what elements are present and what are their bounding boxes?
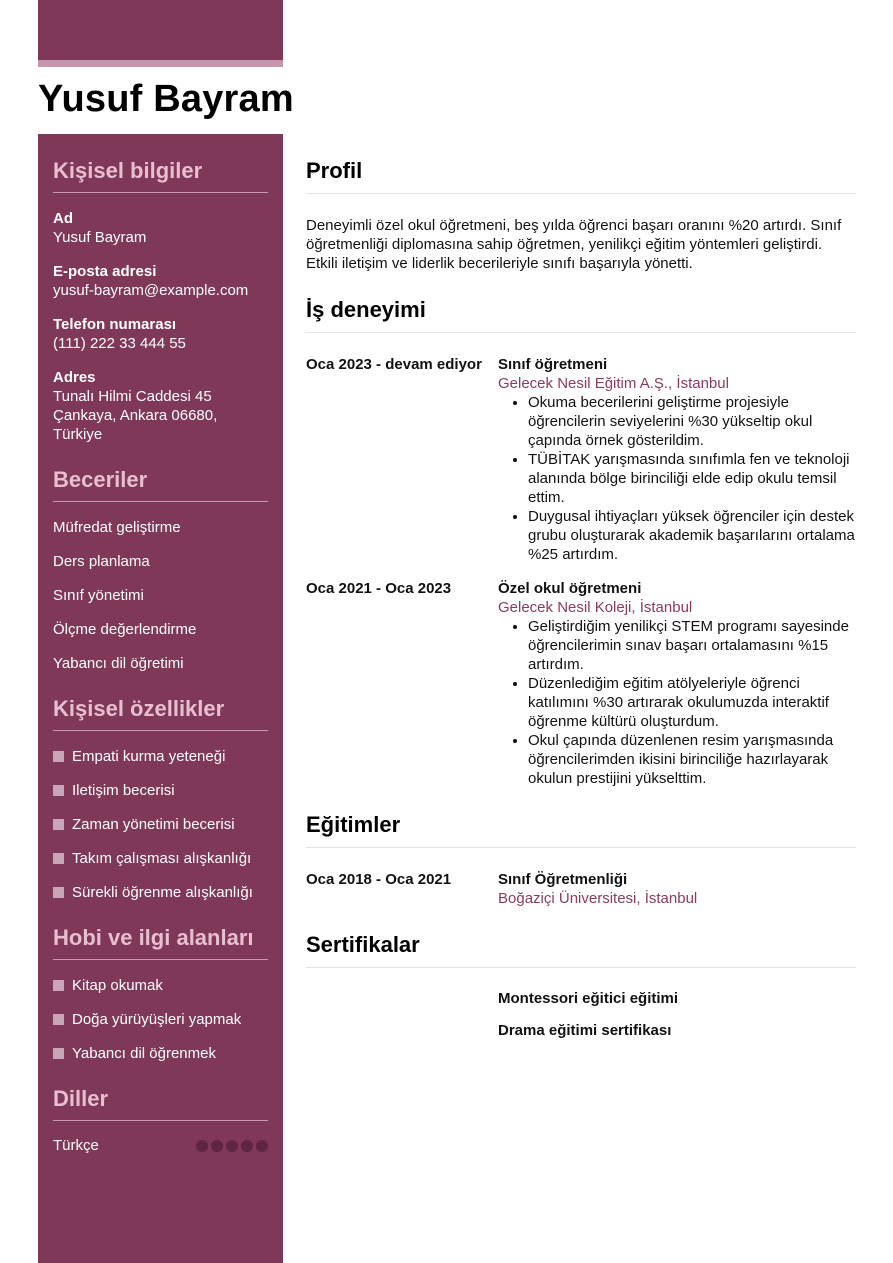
square-bullet-icon [53, 980, 64, 991]
hobby-item [53, 1044, 268, 1063]
achievement-item: • TÜBİTAK yarışmasında sınıfımla fen ve teknoloji alanında bölge birinciliği elde edip okulu temsil ettim. [528, 450, 856, 507]
info-label: Adres [53, 369, 96, 386]
rating-dot-icon [226, 1140, 238, 1152]
rating-dot-icon [211, 1140, 223, 1152]
trait-item [53, 883, 268, 902]
hobbies-heading: Hobi ve ilgi alanları [53, 902, 268, 960]
rating-dot-icon [241, 1140, 253, 1152]
skill-item: Ölçme değerlendirme [53, 621, 197, 638]
certificate-item: Drama eğitimi sertifikası [498, 1022, 672, 1039]
address-line: Çankaya, Ankara 06680, [53, 407, 218, 424]
email-value[interactable]: yusuf-bayram@example.com [53, 282, 249, 299]
skill-item: Yabancı dil öğretimi [53, 655, 184, 672]
skill-item: Sınıf yönetimi [53, 587, 144, 604]
address-line: Türkiye [53, 426, 103, 443]
experience-entry [306, 579, 856, 788]
institution: Boğaziçi Üniversitesi, İstanbul [498, 890, 698, 907]
traits-heading: Kişisel özellikler [53, 673, 268, 731]
achievement-item: • Okuma becerilerini geliştirme projesiyle öğrencilerin seviyelerini %30 yükseltip okul çapında örnek gösterildim. [528, 393, 856, 450]
info-label: Ad [53, 210, 73, 227]
skills-heading: Beceriler [53, 444, 268, 502]
sidebar [38, 134, 283, 1263]
entry-date: Oca 2018 - Oca 2021 [306, 871, 452, 888]
education-heading: Eğitimler [306, 812, 856, 848]
trait-label: Takım çalışması alışkanlığı [72, 850, 252, 867]
employer: Gelecek Nesil Koleji, İstanbul [498, 599, 693, 616]
square-bullet-icon [53, 819, 64, 830]
info-phone [53, 315, 268, 353]
header-accent-stripe [38, 60, 283, 67]
trait-label: Zaman yönetimi becerisi [72, 816, 235, 833]
certificates-section [306, 932, 856, 1039]
trait-item [53, 849, 268, 868]
language-level-rating [196, 1140, 268, 1152]
skill-item: Müfredat geliştirme [53, 519, 181, 536]
languages-heading: Diller [53, 1063, 268, 1121]
education-section [306, 812, 856, 908]
degree-title: Sınıf Öğretmenliği [498, 871, 628, 888]
hobby-label: Yabancı dil öğrenmek [72, 1045, 216, 1062]
profile-section [306, 134, 856, 273]
square-bullet-icon [53, 1014, 64, 1025]
entry-body [498, 355, 856, 564]
achievement-item: • Duygusal ihtiyaçları yüksek öğrenciler için destek grubu oluşturarak akademik başarılarını ortalama %25 artırdım. [528, 507, 856, 564]
achievement-item: • Okul çapında düzenlenen resim yarışmasında öğrencilerimden ikisini birinciliğe hazırlayarak okulun prestijini yükselttim. [528, 731, 856, 788]
square-bullet-icon [53, 785, 64, 796]
profile-text: Deneyimli özel okul öğretmeni, beş yılda öğrenci başarı oranını %20 artırdı. Sınıf öğretmenliği diplomasına sahip öğretmen, yenilikçi eğitim yöntemleri geliştirdi. Etkili iletişim ve liderlik becerileriyle sınıfı başarıyla yönetti. [306, 217, 842, 272]
trait-label: Empati kurma yeteneği [72, 748, 226, 765]
info-value: Yusuf Bayram [53, 229, 147, 246]
certificate-item: Montessori eğitici eğitimi [498, 990, 679, 1007]
entry-body [498, 579, 856, 788]
hobby-label: Doğa yürüyüşleri yapmak [72, 1011, 242, 1028]
experience-heading: İş deneyimi [306, 297, 856, 333]
experience-entry [306, 355, 856, 564]
main-content [306, 134, 856, 1039]
achievement-list [498, 617, 856, 788]
skill-item: Ders planlama [53, 553, 150, 570]
square-bullet-icon [53, 751, 64, 762]
header-color-block [38, 0, 283, 60]
square-bullet-icon [53, 1048, 64, 1059]
candidate-name: Yusuf Bayram [38, 78, 294, 120]
trait-label: Iletişim becerisi [72, 782, 175, 799]
experience-section [306, 297, 856, 788]
info-label: E-posta adresi [53, 263, 157, 280]
square-bullet-icon [53, 887, 64, 898]
education-entry [306, 870, 856, 908]
trait-item [53, 747, 268, 766]
personal-info-heading: Kişisel bilgiler [53, 134, 268, 193]
job-title: Sınıf öğretmeni [498, 356, 608, 373]
rating-dot-icon [256, 1140, 268, 1152]
hobby-label: Kitap okumak [72, 977, 163, 994]
info-address [53, 368, 268, 444]
achievement-item: • Geliştirdiğim yenilikçi STEM programı sayesinde öğrencilerimin sınav başarı ortalamasını %15 artırdım. [528, 617, 856, 674]
entry-body [498, 870, 856, 908]
profile-heading: Profil [306, 158, 856, 194]
trait-item [53, 781, 268, 800]
info-email [53, 262, 268, 300]
employer: Gelecek Nesil Eğitim A.Ş., İstanbul [498, 375, 729, 392]
trait-label: Sürekli öğrenme alışkanlığı [72, 884, 253, 901]
hobby-item [53, 1010, 268, 1029]
hobby-item [53, 976, 268, 995]
entry-date: Oca 2021 - Oca 2023 [306, 580, 452, 597]
trait-item [53, 815, 268, 834]
achievement-list [498, 393, 856, 564]
phone-value: (111) 222 33 444 55 [53, 335, 186, 352]
certificates-heading: Sertifikalar [306, 932, 856, 968]
language-name: Türkçe [53, 1137, 99, 1154]
achievement-item: • Düzenlediğim eğitim atölyeleriyle öğrenci katılımını %30 artırarak okulumuzda interaktif öğrenme kültürü oluşturdum. [528, 674, 856, 731]
info-label: Telefon numarası [53, 316, 177, 333]
language-item [53, 1137, 268, 1154]
job-title: Özel okul öğretmeni [498, 580, 642, 597]
entry-date: Oca 2023 - devam ediyor [306, 356, 482, 373]
info-name [53, 209, 268, 247]
address-line: Tunalı Hilmi Caddesi 45 [53, 388, 212, 405]
square-bullet-icon [53, 853, 64, 864]
rating-dot-icon [196, 1140, 208, 1152]
